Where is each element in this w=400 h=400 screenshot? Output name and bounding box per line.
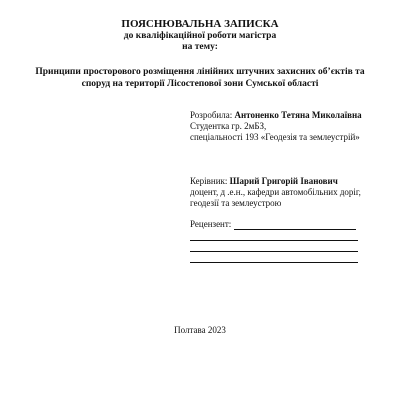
place-and-year: Полтава 2023: [174, 325, 226, 335]
author-specialty: спеціальності 193 «Геодезія та землеустрій»: [190, 132, 360, 142]
advisor-position: доцент, д .е.н., кафедри автомобільних доріг,: [190, 187, 361, 197]
advisor-department: геодезії та землеустрою: [190, 198, 282, 208]
reviewer-signature-line: [234, 220, 356, 230]
reviewer-blank-line-1: [190, 230, 358, 241]
reviewer-block: [190, 219, 395, 263]
reviewer-blank-line-3: [190, 252, 358, 263]
thesis-topic-line-2: споруд на території Лісостепової зони Сумської області: [81, 79, 319, 89]
advisor-block: [190, 176, 395, 209]
advisor-row: [190, 176, 395, 187]
advisor-label: Керівник:: [190, 176, 228, 186]
advisor-name: Шарий Григорій Іванович: [229, 176, 338, 186]
thesis-topic-line-1: Принципи просторового розміщення лінійних штучних захисних об’єктів та: [35, 67, 365, 77]
document-title: ПОЯСНЮВАЛЬНА ЗАПИСКА: [121, 18, 279, 30]
author-row: [190, 110, 395, 121]
author-name: Антоненко Тетяна Миколаївна: [234, 110, 362, 120]
document-subtitle: до кваліфікаційної роботи магістра: [123, 31, 277, 41]
reviewer-label: Рецензент:: [190, 219, 232, 229]
author-block: [190, 110, 395, 143]
reviewer-row: [190, 219, 395, 230]
document-subtitle-topic-label: на тему:: [182, 42, 218, 52]
author-label: Розробила:: [190, 110, 233, 120]
author-group: Студентка гр. 2мБЗ,: [190, 121, 267, 131]
thesis-topic: [20, 66, 380, 90]
reviewer-blank-line-2: [190, 241, 358, 252]
